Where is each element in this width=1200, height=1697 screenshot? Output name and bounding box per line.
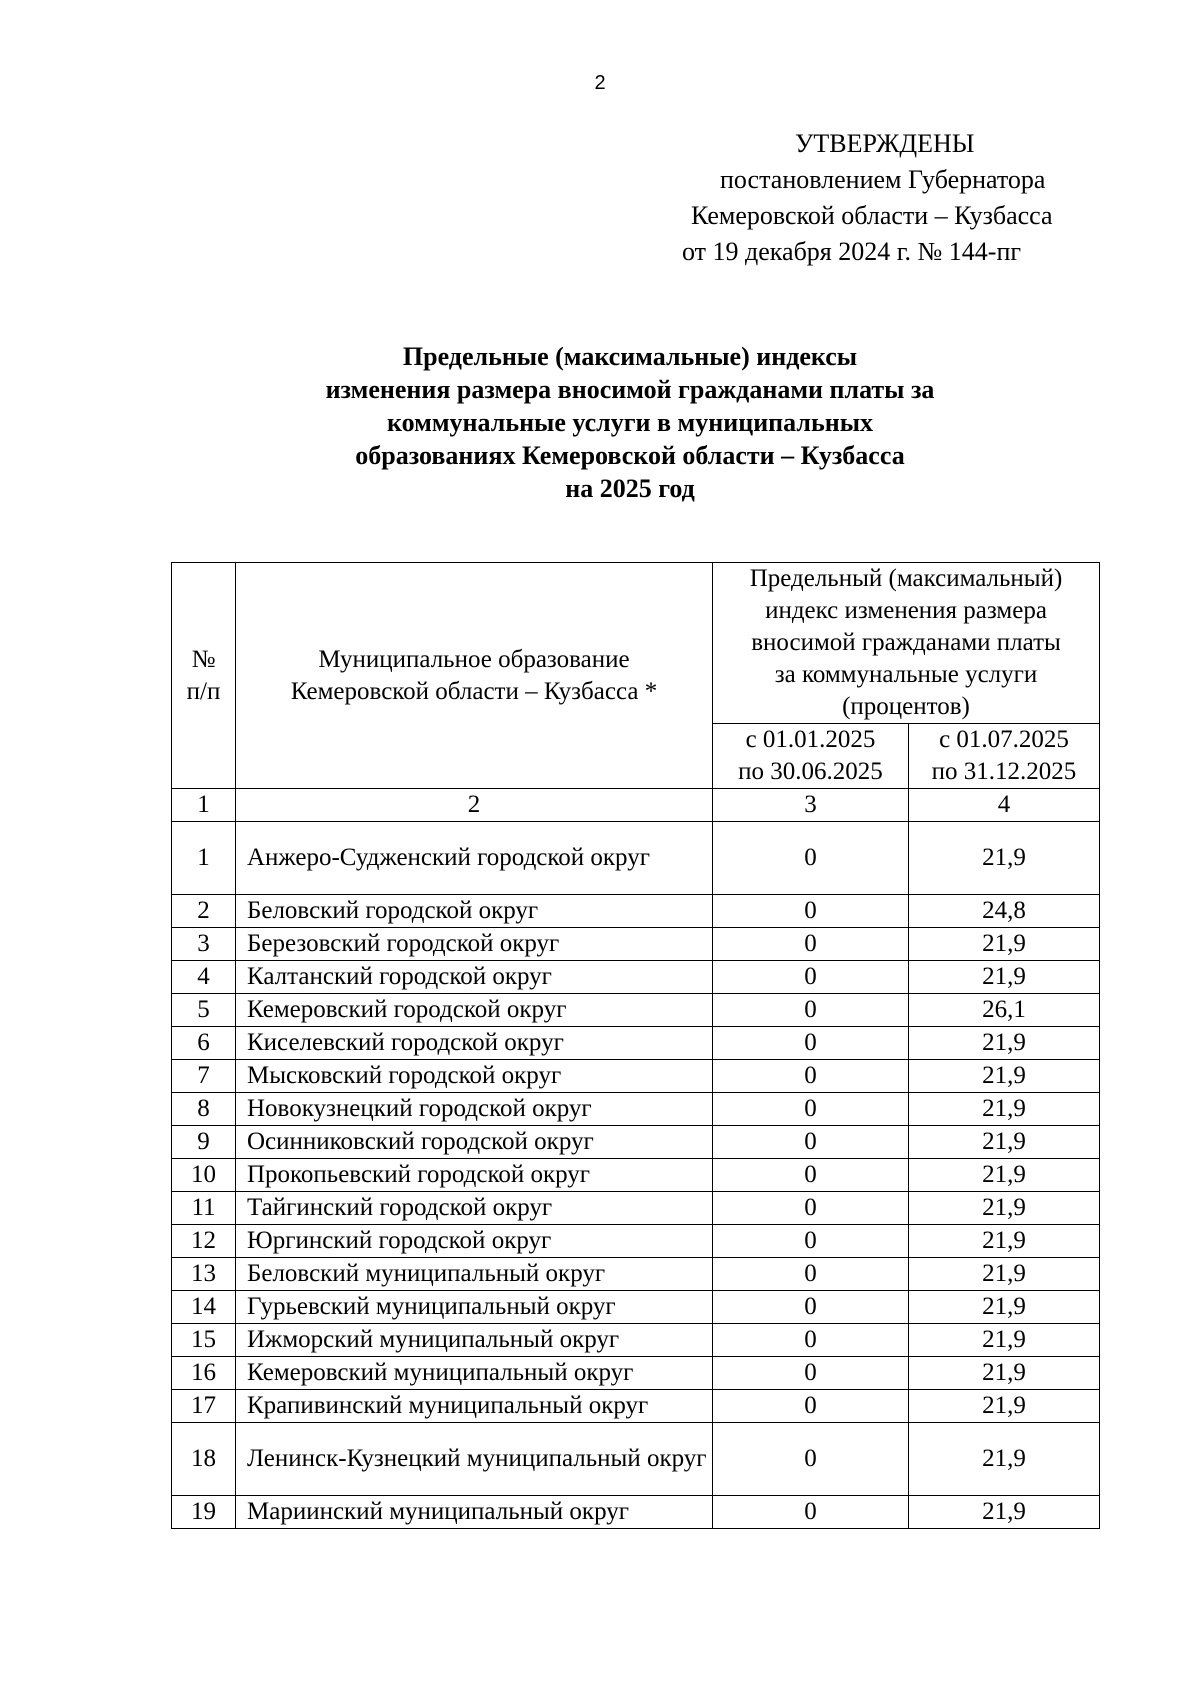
table-row <box>172 994 1100 1027</box>
index-h2-cell: 21,9 <box>909 1126 1100 1159</box>
header-text: за коммунальные услуги <box>774 661 1038 688</box>
index-h1-cell: 0 <box>713 1192 909 1225</box>
municipality-name-cell: Анжеро-Судженский городской округ <box>236 822 713 895</box>
index-h2-cell: 21,9 <box>909 1225 1100 1258</box>
index-h1-cell: 0 <box>713 1496 909 1529</box>
table-row <box>172 1423 1100 1496</box>
page-number: 2 <box>594 72 606 94</box>
index-h2-cell: 21,9 <box>909 928 1100 961</box>
table-body <box>172 822 1100 1529</box>
row-number-cell: 2 <box>172 895 236 928</box>
document-title <box>0 340 1200 505</box>
table-row <box>172 1496 1100 1529</box>
table-row <box>172 1192 1100 1225</box>
index-h2-cell: 21,9 <box>909 1390 1100 1423</box>
row-number-cell: 8 <box>172 1093 236 1126</box>
row-number-cell: 6 <box>172 1027 236 1060</box>
header-row <box>172 563 1100 724</box>
index-h2-cell: 21,9 <box>909 1060 1100 1093</box>
header-text: Кемеровской области – Кузбасса * <box>290 677 658 705</box>
index-h2-cell: 21,9 <box>909 961 1100 994</box>
approval-heading: УТВЕРЖДЕНЫ <box>795 129 975 158</box>
header-text: Предельный (максимальный) <box>749 565 1063 592</box>
municipality-name-cell: Кемеровский муниципальный округ <box>236 1357 713 1390</box>
header-index <box>713 563 1100 724</box>
row-number-cell: 17 <box>172 1390 236 1423</box>
header-text: (процентов) <box>842 693 970 720</box>
index-h1-cell: 0 <box>713 1060 909 1093</box>
index-h2-cell: 21,9 <box>909 1324 1100 1357</box>
table-row <box>172 1159 1100 1192</box>
index-h1-cell: 0 <box>713 961 909 994</box>
municipality-name-cell: Прокопьевский городской округ <box>236 1159 713 1192</box>
municipality-name-cell: Ижморский муниципальный округ <box>236 1324 713 1357</box>
header-text: по 30.06.2025 <box>738 758 883 785</box>
column-number: 2 <box>236 789 713 822</box>
index-h1-cell: 0 <box>713 1357 909 1390</box>
index-h2-cell: 21,9 <box>909 822 1100 895</box>
index-h2-cell: 21,9 <box>909 1291 1100 1324</box>
index-h1-cell: 0 <box>713 1126 909 1159</box>
header-text: Муниципальное образование <box>318 645 630 673</box>
index-h1-cell: 0 <box>713 994 909 1027</box>
index-h1-cell: 0 <box>713 1390 909 1423</box>
municipality-name-cell: Березовский городской округ <box>236 928 713 961</box>
approval-date-line: от 19 декабря 2024 г. № 144-пг <box>682 237 1022 266</box>
index-h1-cell: 0 <box>713 1291 909 1324</box>
table-row <box>172 895 1100 928</box>
header-text: индекс изменения размера <box>765 597 1047 624</box>
header-period-1 <box>713 724 909 789</box>
column-number-row <box>172 789 1100 822</box>
row-number-cell: 3 <box>172 928 236 961</box>
table-row <box>172 1357 1100 1390</box>
index-h1-cell: 0 <box>713 895 909 928</box>
title-line: коммунальные услуги в муниципальных <box>386 408 874 437</box>
municipality-name-cell: Беловский муниципальный округ <box>236 1258 713 1291</box>
row-number-cell: 18 <box>172 1423 236 1496</box>
table-row <box>172 1093 1100 1126</box>
index-h2-cell: 21,9 <box>909 1496 1100 1529</box>
index-h1-cell: 0 <box>713 1159 909 1192</box>
row-number-cell: 15 <box>172 1324 236 1357</box>
table-row <box>172 1027 1100 1060</box>
title-line: на 2025 год <box>565 474 695 503</box>
row-number-cell: 19 <box>172 1496 236 1529</box>
header-municipality <box>236 563 713 789</box>
index-h1-cell: 0 <box>713 928 909 961</box>
row-number-cell: 11 <box>172 1192 236 1225</box>
municipality-name-cell: Юргинский городской округ <box>236 1225 713 1258</box>
table-row <box>172 1390 1100 1423</box>
table-row <box>172 1225 1100 1258</box>
index-h2-cell: 21,9 <box>909 1357 1100 1390</box>
municipality-name-cell: Новокузнецкий городской округ <box>236 1093 713 1126</box>
municipality-name-cell: Кемеровский городской округ <box>236 994 713 1027</box>
table-row <box>172 1324 1100 1357</box>
index-h1-cell: 0 <box>713 1093 909 1126</box>
municipality-name-cell: Осинниковский городской округ <box>236 1126 713 1159</box>
row-number-cell: 12 <box>172 1225 236 1258</box>
index-h1-cell: 0 <box>713 822 909 895</box>
row-number-cell: 13 <box>172 1258 236 1291</box>
header-text: № <box>191 645 216 673</box>
index-h2-cell: 21,9 <box>909 1027 1100 1060</box>
title-line: образованиях Кемеровской области – Кузбасса <box>355 441 905 470</box>
table-row <box>172 961 1100 994</box>
row-number-cell: 1 <box>172 822 236 895</box>
table-row <box>172 1291 1100 1324</box>
municipality-name-cell: Крапивинский муниципальный округ <box>236 1390 713 1423</box>
index-h1-cell: 0 <box>713 1423 909 1496</box>
header-text: по 31.12.2025 <box>931 758 1077 785</box>
table-row <box>172 1126 1100 1159</box>
title-line: изменения размера вносимой гражданами платы за <box>325 375 935 404</box>
header-text: п/п <box>186 677 221 705</box>
row-number-cell: 4 <box>172 961 236 994</box>
index-h2-cell: 24,8 <box>909 895 1100 928</box>
column-number: 3 <box>713 789 909 822</box>
header-text: с 01.07.2025 <box>939 726 1069 753</box>
header-no <box>172 563 236 789</box>
municipality-name-cell: Тайгинский городской округ <box>236 1192 713 1225</box>
table-row <box>172 822 1100 895</box>
title-line: Предельные (максимальные) индексы <box>402 342 858 371</box>
municipality-name-cell: Гурьевский муниципальный округ <box>236 1291 713 1324</box>
municipality-name-cell: Киселевский городской округ <box>236 1027 713 1060</box>
index-h1-cell: 0 <box>713 1258 909 1291</box>
index-h2-cell: 21,9 <box>909 1192 1100 1225</box>
row-number-cell: 7 <box>172 1060 236 1093</box>
index-h1-cell: 0 <box>713 1027 909 1060</box>
row-number-cell: 10 <box>172 1159 236 1192</box>
table-row <box>172 1060 1100 1093</box>
header-text: с 01.01.2025 <box>745 726 876 753</box>
municipality-name-cell: Беловский городской округ <box>236 895 713 928</box>
municipality-name-cell: Калтанский городской округ <box>236 961 713 994</box>
header-text: вносимой гражданами платы <box>751 629 1061 656</box>
index-h2-cell: 21,9 <box>909 1093 1100 1126</box>
index-h2-cell: 21,9 <box>909 1258 1100 1291</box>
index-h2-cell: 21,9 <box>909 1159 1100 1192</box>
header-period-2 <box>909 724 1100 789</box>
approval-block <box>660 126 1120 270</box>
index-h2-cell: 21,9 <box>909 1423 1100 1496</box>
municipality-name-cell: Ленинск-Кузнецкий муниципальный округ <box>236 1423 713 1496</box>
index-h2-cell: 26,1 <box>909 994 1100 1027</box>
row-number-cell: 16 <box>172 1357 236 1390</box>
municipality-name-cell: Мариинский муниципальный округ <box>236 1496 713 1529</box>
row-number-cell: 14 <box>172 1291 236 1324</box>
index-h1-cell: 0 <box>713 1225 909 1258</box>
column-number: 4 <box>909 789 1100 822</box>
column-number: 1 <box>172 789 236 822</box>
table-row <box>172 928 1100 961</box>
row-number-cell: 5 <box>172 994 236 1027</box>
row-number-cell: 9 <box>172 1126 236 1159</box>
municipality-name-cell: Мысковский городской округ <box>236 1060 713 1093</box>
table-row <box>172 1258 1100 1291</box>
index-h1-cell: 0 <box>713 1324 909 1357</box>
approval-line: постановлением Губернатора <box>720 165 1046 194</box>
index-table <box>171 562 1100 1529</box>
approval-line: Кемеровской области – Кузбасса <box>691 201 1053 230</box>
